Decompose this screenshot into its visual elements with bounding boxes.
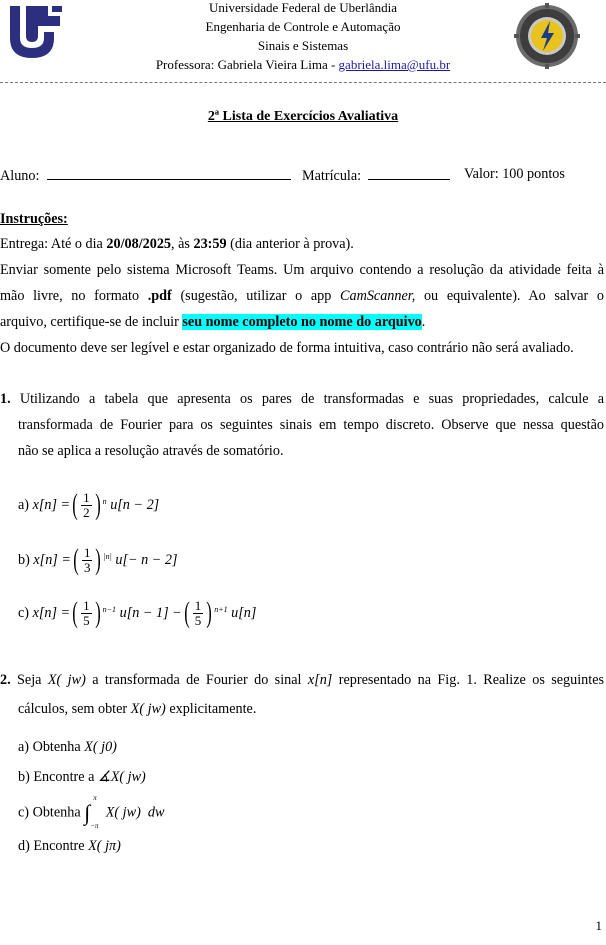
q2-line2-b: explicitamente. (169, 701, 257, 717)
q1-line1 (0, 391, 604, 408)
header-course: Engenharia de Controle e Automação (205, 19, 401, 34)
q1a-label: a) (18, 496, 30, 513)
q2-number: 2. (0, 672, 11, 688)
instructions-line3 (0, 288, 604, 305)
line3-b: (sugestão, utilizar o app (171, 288, 341, 304)
deadline-time: 23:59 (193, 236, 227, 252)
q2a-text: a) Obtenha (18, 739, 81, 755)
q2-text-a: Seja (17, 672, 42, 688)
page-number: 1 (595, 918, 602, 933)
q2-text-c: representado na Fig. 1. Realize os seguintes (338, 672, 605, 688)
line3-pdf: .pdf (147, 288, 172, 304)
header-subject: Sinais e Sistemas (257, 38, 349, 53)
instructions-heading: Instruções: (0, 211, 68, 227)
professor-email-link[interactable]: gabriela.lima@ufu.br (338, 57, 451, 72)
instructions-line2: Enviar somente pelo sistema Microsoft Teams. Um arquivo contendo a resolução da atividade feita à (0, 262, 604, 278)
page-title: 2ª Lista de Exercícios Avaliativa (207, 109, 399, 124)
header-professor (0, 55, 606, 74)
line4-b: . (421, 314, 426, 330)
aluno-blank[interactable] (47, 166, 291, 180)
q1-number: 1. (0, 391, 11, 407)
q1-item-b: b) x[n] = ( $\frac{1}{3}$ ) $^{|n|}$ u[− n − 2] (18, 543, 178, 576)
q1-item-a: a) x[n] = ( $\frac{1}{2}$ ) $^n$ u[n − 2] (18, 488, 160, 521)
q2-line2-a: cálculos, sem obter (18, 701, 128, 717)
valor-text: Valor: 100 pontos (464, 166, 565, 182)
q2-line1: 2. Seja X( jw) a transformada de Fourier do sinal x[n] representado na Fig. 1. Realize os seguintes (0, 672, 605, 688)
instructions-line4 (0, 314, 425, 331)
line3-a: mão livre, no formato (0, 288, 148, 304)
matricula-field (302, 166, 450, 185)
q1-line2: transformada de Fourier para os seguintes sinais em tempo discreto. Observe que nessa questão (18, 417, 604, 433)
q2-item-b: b) Encontre a ∡X( jw) (18, 769, 146, 785)
deadline-prefix: Entrega: Até o dia (0, 236, 107, 252)
q1b-equation: x[n] = (33, 551, 71, 568)
q2b-text: b) Encontre a (18, 769, 95, 785)
q1-item-c: c) x[n] = ( $\frac{1}{5}$ ) $^{n-1}$ u[n − 1] − ( $\frac{1}{5}$ ) $^{n+1}$ u[n] (18, 596, 257, 629)
deadline-suffix: (dia anterior à prova). (226, 236, 354, 252)
line4-a: arquivo, certifique-se de incluir (0, 314, 183, 330)
deadline-date: 20/08/2025 (106, 236, 172, 252)
header-university: Universidade Federal de Uberlândia (208, 0, 398, 15)
matricula-blank[interactable] (368, 166, 450, 180)
q2-item-a: a) Obtenha X( j0) (18, 739, 117, 755)
q1a-equation: x[n] = (32, 496, 71, 513)
aluno-label: Aluno: (0, 168, 40, 184)
q2-text-b: a transformada de Fourier do sinal (92, 672, 302, 688)
q2c-text: c) Obtenha (18, 804, 81, 821)
q1-text1: Utilizando a tabela que apresenta os pares de transformadas e suas propriedades, calcule a (19, 391, 605, 407)
line3-app: CamScanner, (340, 288, 416, 304)
student-line (0, 166, 291, 185)
q2-item-c: c) Obtenha ∫ π −π X( jw) dw (18, 794, 165, 830)
q1-line3: não se aplica a resolução através de somatório. (18, 443, 284, 459)
q1c-label: c) (18, 604, 30, 621)
q2-item-d: d) Encontre X( jπ) (18, 838, 121, 854)
q1b-label: b) (18, 551, 30, 568)
professor-name: Professora: Gabriela Vieira Lima - (155, 57, 339, 72)
instructions-line5: O documento deve ser legível e estar organizado de forma intuitiva, caso contrário não será avaliado. (0, 340, 574, 356)
line3-c: ou equivalente). Ao salvar o (415, 288, 604, 304)
instructions-deadline (0, 236, 354, 253)
matricula-label: Matrícula: (302, 168, 362, 184)
q1c-equation: x[n] = (32, 604, 71, 621)
q2d-text: d) Encontre (18, 838, 85, 854)
header-divider (0, 82, 606, 83)
q2-line2: cálculos, sem obter X( jw) explicitamente. (18, 701, 257, 717)
filename-highlight: seu nome completo no nome do arquivo (182, 314, 422, 330)
deadline-mid: , às (171, 236, 194, 252)
